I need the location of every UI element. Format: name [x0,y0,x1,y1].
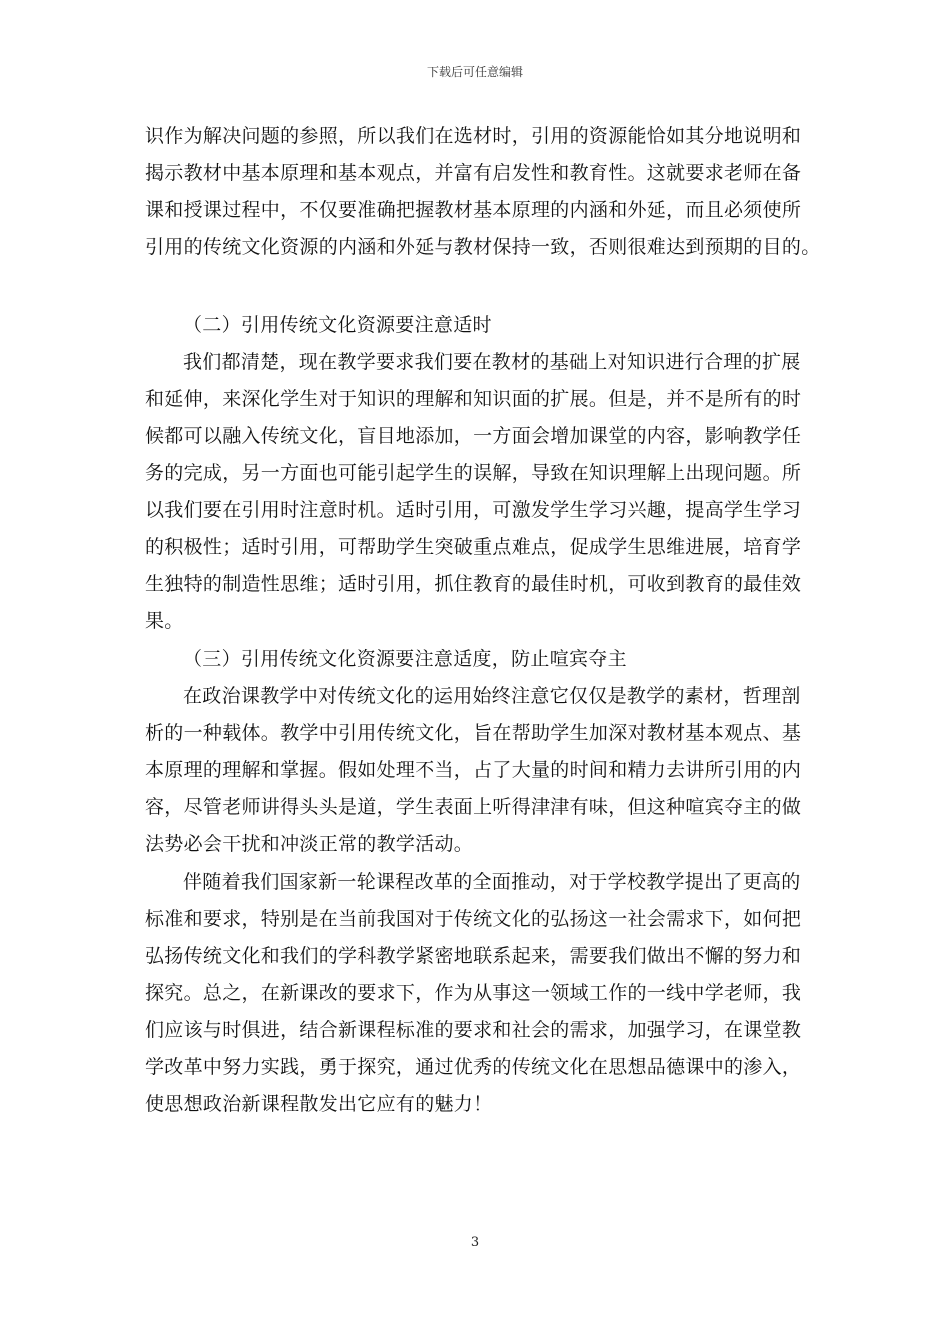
paragraph-line: 探究。总之，在新课改的要求下，作为从事这一领域工作的一线中学老师，我 [145,982,802,1004]
paragraph-line: 法势必会干扰和冲淡正常的教学活动。 [145,833,474,855]
paragraph-line: 揭示教材中基本原理和基本观点，并富有启发性和教育性。这就要求老师在备 [145,162,802,184]
paragraph-line: 学改革中努力实践，勇于探究，通过优秀的传统文化在思想品德课中的渗入， [145,1056,802,1078]
paragraph-line: 我们都清楚，现在教学要求我们要在教材的基础上对知识进行合理的扩展 [183,351,801,373]
paragraph-line: 在政治课教学中对传统文化的运用始终注意它仅仅是教学的素材，哲理剖 [183,685,801,707]
section-heading: （二）引用传统文化资源要注意适时 [183,314,492,336]
paragraph-line: 本原理的理解和掌握。假如处理不当，占了大量的时间和精力去讲所引用的内 [145,759,802,781]
paragraph-line: 伴随着我们国家新一轮课程改革的全面推动，对于学校教学提出了更高的 [183,871,801,893]
paragraph-line: 果。 [145,610,184,632]
section-heading: （三）引用传统文化资源要注意适度，防止喧宾夺主 [183,648,627,670]
paragraph-line: 使思想政治新课程散发出它应有的魅力！ [145,1093,493,1115]
paragraph-line: 生独特的制造性思维；适时引用，抓住教育的最佳时机，可收到教育的最佳效 [145,573,802,595]
paragraph-line: 容，尽管老师讲得头头是道，学生表面上听得津津有味，但这种喧宾夺主的做 [145,796,802,818]
paragraph-line: 候都可以融入传统文化，盲目地添加，一方面会增加课堂的内容，影响教学任 [145,425,802,447]
paragraph-line: 课和授课过程中，不仅要准确把握教材基本原理的内涵和外延，而且必须使所 [145,199,802,221]
paragraph-line: 析的一种载体。教学中引用传统文化，旨在帮助学生加深对教材基本观点、基 [145,722,802,744]
page-header: 下载后可任意编辑 [426,65,523,79]
paragraph-line: 们应该与时俱进，结合新课程标准的要求和社会的需求，加强学习，在课堂教 [145,1019,802,1041]
paragraph-line: 标准和要求，特别是在当前我国对于传统文化的弘扬这一社会需求下，如何把 [145,908,802,930]
paragraph-line: 识作为解决问题的参照，所以我们在选材时，引用的资源能恰如其分地说明和 [145,125,802,147]
paragraph-line: 务的完成，另一方面也可能引起学生的误解，导致在知识理解上出现问题。所 [145,462,802,484]
paragraph-line: 以我们要在引用时注意时机。适时引用，可激发学生学习兴趣，提高学生学习 [145,499,802,521]
paragraph-line: 和延伸，来深化学生对于知识的理解和知识面的扩展。但是，并不是所有的时 [145,388,802,410]
paragraph-line: 引用的传统文化资源的内涵和外延与教材保持一致，否则很难达到预期的目的。 [145,236,821,258]
paragraph-line: 的积极性；适时引用，可帮助学生突破重点难点，促成学生思维进展，培育学 [145,536,802,558]
page-number: 3 [470,1235,480,1250]
paragraph-line: 弘扬传统文化和我们的学科教学紧密地联系起来，需要我们做出不懈的努力和 [145,945,802,967]
